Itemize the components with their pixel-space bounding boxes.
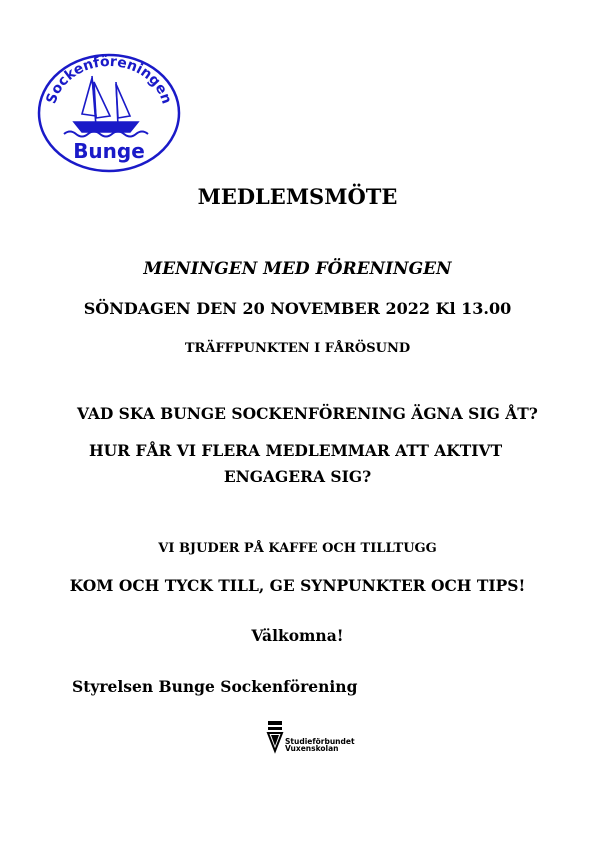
bunge-sockenforening-logo bbox=[34, 52, 184, 174]
question-1: VAD SKA BUNGE SOCKENFÖRENING ÄGNA SIG ÅT? bbox=[77, 404, 538, 423]
sponsor-line-1: Studieförbundet bbox=[285, 737, 355, 746]
page-title: MEDLEMSMÖTE bbox=[197, 184, 398, 209]
subtitle: MENINGEN MED FÖRENINGEN bbox=[143, 259, 452, 279]
invite-line: KOM OCH TYCK TILL, GE SYNPUNKTER OCH TIPS! bbox=[69, 576, 526, 595]
sailboat-icon bbox=[64, 76, 148, 137]
sponsor-logo bbox=[266, 719, 376, 755]
coffee-line: VI BJUDER PÅ KAFFE OCH TILLTUGG bbox=[158, 541, 437, 556]
question-2-line-1: HUR FÅR VI FLERA MEDLEMMAR ATT AKTIVT bbox=[89, 441, 503, 460]
question-2-line-2: ENGAGERA SIG? bbox=[223, 467, 372, 486]
logo-name: Bunge bbox=[73, 139, 145, 163]
logo-arc-text: Sockenföreningen bbox=[43, 53, 175, 106]
date-line: SÖNDAGEN DEN 20 NOVEMBER 2022 Kl 13.00 bbox=[83, 299, 512, 318]
welcome-text: Välkomna! bbox=[251, 626, 344, 645]
vuxenskolan-logo-icon bbox=[266, 719, 284, 755]
place-line: TRÄFFPUNKTEN I FÅRÖSUND bbox=[184, 341, 411, 356]
svg-text:Sockenföreningen bbox=[43, 54, 174, 106]
sponsor-line-2: Vuxenskolan bbox=[285, 744, 339, 753]
signature: Styrelsen Bunge Sockenförening bbox=[72, 677, 358, 696]
